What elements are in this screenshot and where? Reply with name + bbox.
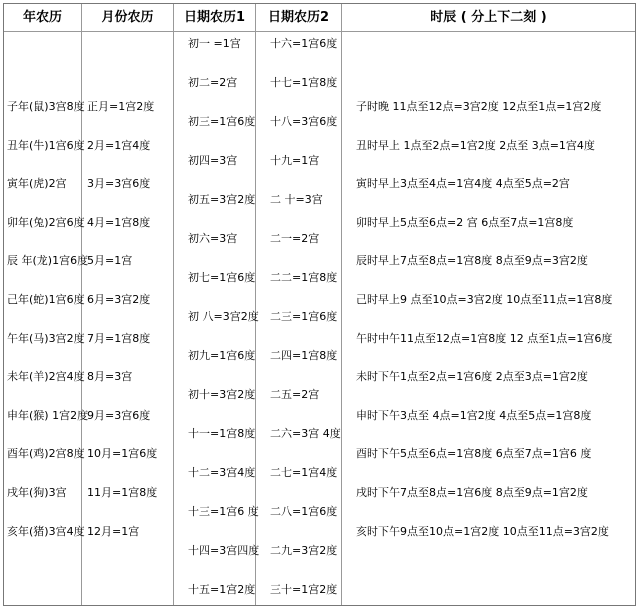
day1-cell: 初十=3宫2度: [188, 388, 256, 401]
day2-cell: 二七=1宫4度: [270, 466, 338, 479]
day2-cell: 十八=3宫6度: [270, 115, 338, 128]
month-cell: 2月=1宫4度: [87, 138, 151, 152]
day2-cell: 二一=2宫: [270, 232, 320, 245]
day2-cell: 十六=1宫6度: [270, 37, 338, 50]
year-cell: 午年(马)3宫2度: [7, 331, 85, 345]
hour-cell: 戌时下午7点至8点=1宫6度 8点至9点=1宫2度: [356, 486, 588, 499]
year-cell: 辰 年(龙)1宫6度: [7, 254, 89, 268]
hour-cell: 亥时下午9点至10点=1宫2度 10点至11点=3宫2度: [356, 524, 609, 538]
hour-cell: 午时中午11点至12点=1宫8度 12 点至1点=1宫6度: [356, 331, 613, 345]
year-cell: 己年(蛇)1宫6度: [7, 293, 85, 306]
hour-cell: 卯时早上5点至6点=2 宫 6点至7点=1宫8度: [356, 215, 574, 229]
year-cell: 未年(羊)2宫4度: [7, 370, 85, 384]
column-day2: [256, 32, 342, 605]
month-cell: 5月=1宫: [87, 254, 133, 268]
day2-cell: 二四=1宫8度: [270, 349, 338, 362]
day2-cell: 二三=1宫6度: [270, 310, 338, 323]
year-cell: 丑年(牛)1宫6度: [7, 138, 85, 152]
hour-cell: 申时下午3点至 4点=1宫2度 4点至5点=1宫8度: [356, 408, 592, 422]
column-year: [4, 32, 89, 605]
day1-cell: 初七=1宫6度: [188, 271, 256, 284]
hour-cell: 己时早上9 点至10点=3宫2度 10点至11点=1宫8度: [356, 293, 613, 306]
month-cell: 4月=1宫8度: [87, 215, 151, 229]
hour-cell: 辰时早上7点至8点=1宫8度 8点至9点=3宫2度: [356, 254, 588, 268]
month-cell: 10月=1宫6度: [87, 447, 158, 461]
header-year: 年农历: [4, 4, 82, 32]
column-day1: [174, 32, 260, 605]
day2-cell: 十九=1宫: [270, 154, 320, 167]
almanac-table: [3, 3, 636, 606]
month-cell: 3月=3宫6度: [87, 177, 151, 191]
month-cell: 正月=1宫2度: [87, 100, 155, 113]
header-hour: 时辰 ( 分上下二刻 ): [342, 4, 635, 32]
day1-cell: 十三=1宫6 度: [188, 505, 259, 518]
header-month: 月份农历: [82, 4, 174, 32]
column-hour: [342, 32, 635, 605]
day1-cell: 初二=2宫: [188, 76, 238, 89]
year-cell: 申年(猴) 1宫2度: [7, 408, 89, 422]
day2-cell: 二八=1宫6度: [270, 505, 338, 518]
day1-cell: 初九=1宫6度: [188, 349, 256, 362]
day1-cell: 初五=3宫2度: [188, 193, 256, 206]
day1-cell: 十四=3宫四度: [188, 544, 260, 557]
year-cell: 戌年(狗)3宫: [7, 486, 67, 499]
day2-cell: 三十=1宫2度: [270, 583, 338, 596]
day2-cell: 二九=3宫2度: [270, 544, 338, 557]
day1-cell: 初六=3宫: [188, 232, 238, 245]
month-cell: 9月=3宫6度: [87, 408, 151, 422]
day1-cell: 十二=3宫4度: [188, 466, 256, 479]
day1-cell: 十一=1宫8度: [188, 427, 256, 440]
day1-cell: 初三=1宫6度: [188, 115, 256, 128]
column-month: [82, 32, 174, 605]
day1-cell: 初一 =1宫: [188, 37, 241, 50]
day1-cell: 初四=3宫: [188, 154, 238, 167]
hour-cell: 子时晚 11点至12点=3宫2度 12点至1点=1宫2度: [356, 100, 602, 113]
day2-cell: 二五=2宫: [270, 388, 320, 401]
year-cell: 寅年(虎)2宫: [7, 177, 67, 191]
year-cell: 亥年(猪)3宫4度: [7, 524, 85, 538]
hour-cell: 未时下午1点至2点=1宫6度 2点至3点=1宫2度: [356, 370, 588, 384]
header-day2: 日期农历2: [256, 4, 342, 32]
month-cell: 7月=1宫8度: [87, 331, 151, 345]
day2-cell: 二二=1宫8度: [270, 271, 338, 284]
day2-cell: 二六=3宫 4度: [270, 427, 341, 440]
year-cell: 卯年(兔)2宫6度: [7, 215, 85, 229]
day1-cell: 十五=1宫2度: [188, 583, 256, 596]
hour-cell: 丑时早上 1点至2点=1宫2度 2点至 3点=1宫4度: [356, 138, 595, 152]
month-cell: 6月=3宫2度: [87, 293, 151, 306]
year-cell: 酉年(鸡)2宫8度: [7, 447, 85, 461]
hour-cell: 寅时早上3点至4点=1宫4度 4点至5点=2宫: [356, 177, 570, 191]
month-cell: 11月=1宫8度: [87, 486, 158, 499]
header-day1: 日期农历1: [174, 4, 256, 32]
day2-cell: 十七=1宫8度: [270, 76, 338, 89]
year-cell: 子年(鼠)3宫8度: [7, 100, 85, 113]
month-cell: 12月=1宫: [87, 524, 140, 538]
month-cell: 8月=3宫: [87, 370, 133, 384]
day2-cell: 二 十=3宫: [270, 193, 323, 206]
day1-cell: 初 八=3宫2度: [188, 310, 259, 323]
hour-cell: 酉时下午5点至6点=1宫8度 6点至7点=1宫6 度: [356, 447, 592, 461]
